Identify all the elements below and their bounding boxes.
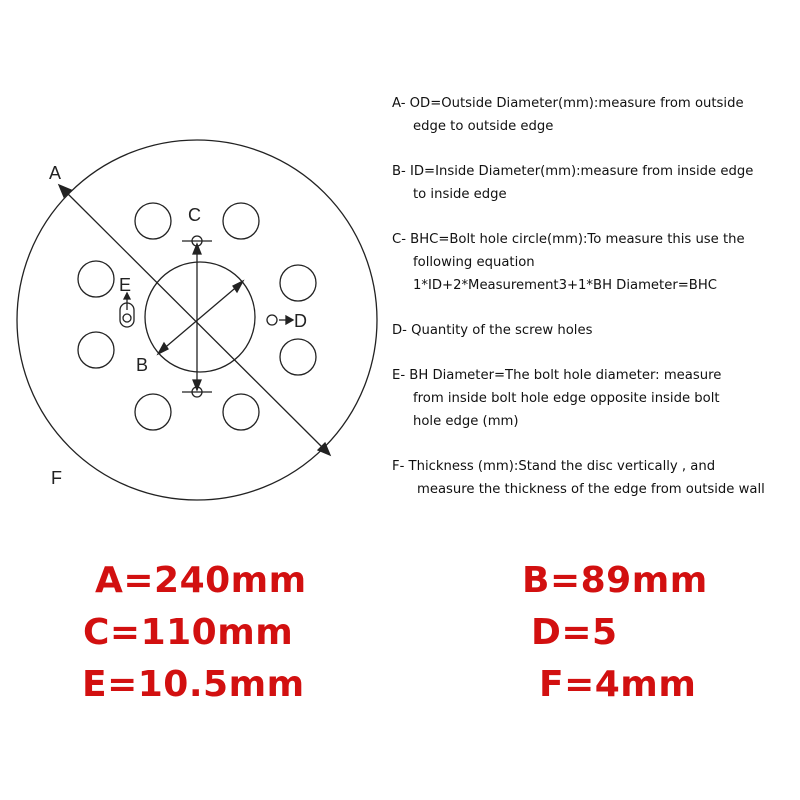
note-item (392, 92, 792, 138)
note-line: following equation (413, 255, 535, 270)
bolt-hole (78, 332, 114, 368)
label-e: E (119, 275, 132, 295)
note-line: to inside edge (413, 187, 507, 202)
note-line: F- Thickness (mm):Stand the disc vertically , and (392, 459, 716, 474)
note-item (392, 319, 792, 342)
note-line: E- BH Diameter=The bolt hole diameter: measure (392, 368, 722, 383)
note-line: A- OD=Outside Diameter(mm):measure from outside (392, 96, 744, 111)
id-arrow (158, 281, 243, 354)
note-line: measure the thickness of the edge from outside wall (417, 482, 765, 497)
spec-d: D=5 (531, 612, 618, 653)
bh-diameter-marker (120, 293, 134, 327)
note-line: B- ID=Inside Diameter(mm):measure from inside edge (392, 164, 754, 179)
spec-c: C=110mm (83, 612, 294, 653)
spec-a: A=240mm (95, 560, 307, 601)
note-line: from inside bolt hole edge opposite inside bolt (413, 391, 720, 406)
bolt-hole (223, 394, 259, 430)
spec-f: F=4mm (539, 664, 697, 705)
label-a: A (49, 163, 62, 183)
bolt-hole (280, 265, 316, 301)
note-line: edge to outside edge (413, 119, 554, 134)
inner-circle (145, 262, 255, 372)
spec-e: E=10.5mm (82, 664, 305, 705)
note-line: hole edge (mm) (413, 414, 519, 429)
note-item (392, 228, 792, 297)
label-f: F (51, 468, 62, 488)
label-b: B (136, 355, 149, 375)
bolt-hole (135, 203, 171, 239)
note-item (392, 160, 792, 206)
bolt-hole (78, 261, 114, 297)
bolt-hole (223, 203, 259, 239)
note-line: 1*ID+2*Measurement3+1*BH Diameter=BHC (413, 278, 717, 293)
screw-hole-marker (267, 315, 293, 325)
spec-b: B=89mm (522, 560, 708, 601)
bolt-hole (280, 339, 316, 375)
note-line: C- BHC=Bolt hole circle(mm):To measure this use the (392, 232, 745, 247)
bhc-arrow (182, 236, 212, 397)
note-item (392, 364, 792, 433)
bolt-hole (135, 394, 171, 430)
label-c: C (188, 205, 201, 225)
label-d: D (294, 311, 307, 331)
notes-panel (392, 92, 792, 523)
note-line: D- Quantity of the screw holes (392, 323, 593, 338)
note-item (392, 455, 792, 501)
